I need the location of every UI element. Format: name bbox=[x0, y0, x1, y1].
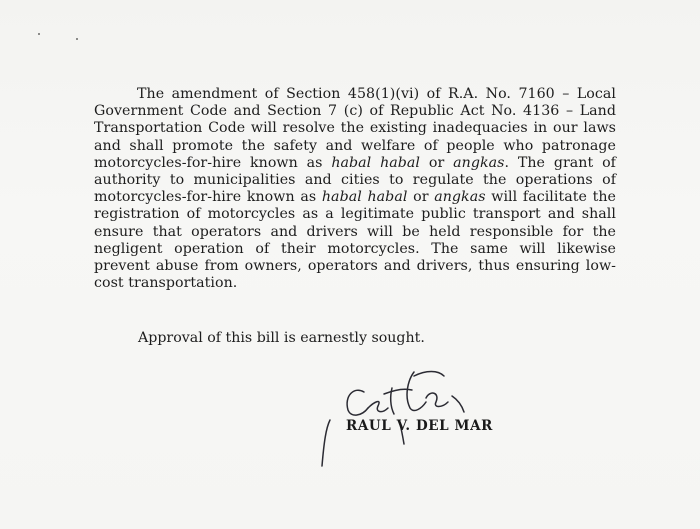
term-habal-habal: habal habal bbox=[331, 154, 421, 171]
scan-speck bbox=[76, 38, 78, 40]
closing-line: Approval of this bill is earnestly sought. bbox=[138, 330, 425, 346]
body-text-5: will facilitate the registration of motorcycles as a legitimate public transport and shall ensure that operators and drivers will be held responsible for the negligent operation of their motorcycles. The same will likewise prevent abuse from owners, operators and drivers, thus ensuring low-cost transportation. bbox=[94, 189, 616, 292]
body-text-4: or bbox=[407, 189, 435, 206]
handwritten-signature bbox=[318, 362, 508, 472]
signer-name: RAUL V. DEL MAR bbox=[346, 418, 493, 434]
scan-speck bbox=[38, 33, 40, 35]
body-text-3: . The grant of authority to municipalities and cities to regulate the operations of motorcycles-for-hire known as bbox=[94, 154, 616, 206]
body-text-1: The amendment of Section 458(1)(vi) of R.A. No. 7160 – Local Government Code and Section 7 (c) of Republic Act No. 4136 – Land Transportation Code will resolve the existing inadequacies in our laws and shall promote the safety and welfare of people who patronage motorcycles-for-hire known as bbox=[94, 86, 616, 171]
term-habal-habal: habal habal bbox=[321, 189, 408, 206]
body-paragraph bbox=[94, 86, 616, 292]
signature-block bbox=[318, 362, 508, 472]
term-angkas: angkas bbox=[434, 189, 486, 206]
term-angkas: angkas bbox=[453, 154, 505, 171]
body-text-2: or bbox=[420, 154, 454, 171]
